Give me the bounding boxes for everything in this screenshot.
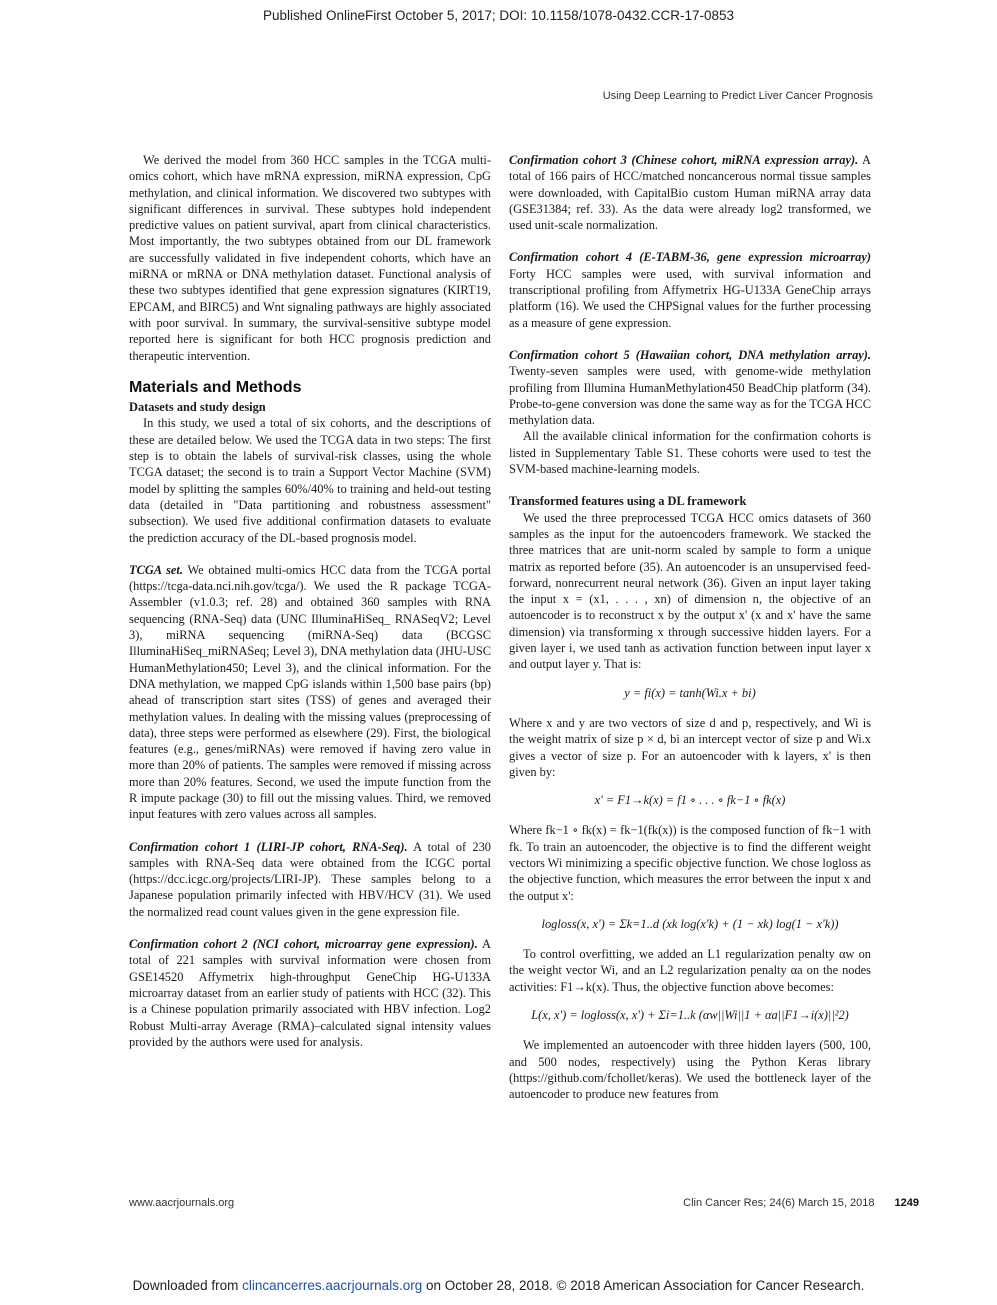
right-column <box>509 152 871 1103</box>
download-prefix: Downloaded from <box>132 1278 243 1293</box>
cohort3-lead: Confirmation cohort 3 (Chinese cohort, miRNA expression array). <box>509 153 859 167</box>
journal-site: www.aacrjournals.org <box>129 1197 235 1209</box>
download-banner <box>0 1278 997 1293</box>
tcga-text: We obtained multi-omics HCC data from the TCGA portal (https://tcga-data.nci.nih.gov/tcga/). We used the R package TCGA-Assembler (v1.0.3; ref. 28) and obtained 360 samples with RNA sequencing (RNA-Seq) data (UNC IlluminaHiSeq_ RNASeqV2; Level 3), miRNA sequencing (miRNA-Seq) data (BCGSC IlluminaHiSeq_miRNASeq; Level 3), DNA methylation data (JHU-USC HumanMethylation450; Level 3), and the clinical information. For the DNA methylation, we mapped CpG islands within 1,500 base pairs (bp) ahead of transcription start sites (TSS) of genes and averaged their methylation values. In dealing with the missing values (preprocessing of data), three steps were performed as elsewhere (29). First, the biological features (e.g., genes/miRNAs) were removed if having zero value in more than 20% of patients. The samples were removed if missing across more than 20% features. Second, we used the impute function from the R impute package (30) to fill out the missing values. Third, we removed input features with zero values across all samples. <box>129 562 492 822</box>
cohort5-lead: Confirmation cohort 5 (Hawaiian cohort, DNA methylation array). <box>509 347 871 362</box>
cohort3-paragraph <box>509 152 871 233</box>
published-banner: Published OnlineFirst October 5, 2017; DOI: 10.1158/1078-0432.CCR-17-0853 <box>262 8 735 23</box>
where-paragraph-2: Where fk−1 ∘ fk(x) = fk−1(fk(x)) is the composed function of fk−1 with fk. To train an autoencoder, the objective is to find the different weight vectors Wi minimizing a specific objective function. We chose logloss as the objective function, which measures the error between the input x and the output x': <box>509 823 871 903</box>
equation-4: L(x, x') = logloss(x, x') + Σi=1..k (αw||Wi||1 + αa||F1→i(x)||²2) <box>531 1008 849 1023</box>
left-column <box>129 152 491 1066</box>
cohort2-text: A total of 221 samples with survival information were chosen from GSE14520 Affymetrix high-throughput GeneChip HG-U133A microarray dataset from an earlier study of patients with HCC (32). This is a Chinese population primarily associated with HBV infection. Log2 Robust Multi-array Average (RMA)–calculated signal intensity values provided by the authors were used for analysis. <box>129 937 491 1049</box>
overfitting-paragraph: To control overfitting, we added an L1 regularization penalty αw on the weight vector Wi, and an L2 regularization penalty αa on the nodes activities: F1→k(x). Thus, the objective function above becomes: <box>509 947 871 994</box>
tcga-paragraph <box>129 562 491 823</box>
cohort4-paragraph <box>509 249 871 330</box>
cohort2-paragraph <box>129 936 491 1050</box>
section-title: Materials and Methods <box>129 378 302 396</box>
cohort3-text: A total of 166 pairs of HCC/matched noncancerous normal tissue samples were downloaded, with CapitalBio custom Human miRNA array data (GSE31384; ref. 33). As the data were already log2 transformed, we used unit-scale normalization. <box>509 153 871 233</box>
equation-1: y = fi(x) = tanh(Wi.x + bi) <box>624 685 756 700</box>
cohort1-paragraph <box>129 839 491 920</box>
clinical-paragraph: All the available clinical information for the confirmation cohorts is listed in Supplementary Table S1. These cohorts were used to test the SVM-based machine-learning models. <box>509 429 871 477</box>
cohort5-text: Twenty-seven samples were used, with genome-wide methylation profiling from Illumina HumanMethylation450 BeadChip platform (34). Probe-to-gene conversion was done the same way as for the TCGA HCC methylation data. <box>509 364 871 428</box>
subsection-title: Datasets and study design <box>129 400 266 415</box>
download-link[interactable]: clincancerres.aacrjournals.org <box>242 1278 423 1293</box>
cohort4-lead: Confirmation cohort 4 (E-TABM-36, gene expression microarray) <box>509 250 871 265</box>
citation-text: Clin Cancer Res; 24(6) March 15, 2018 <box>683 1197 875 1209</box>
dl-paragraph: We used the three preprocessed TCGA HCC omics datasets of 360 samples as the input for the autoencoders framework. We stacked the three matrices that are unit-norm scaled by sample to form a unique matrix as reported before (35). An autoencoder is an unsupervised feed-forward, nonrecurrent neural network (36). Given an input layer taking the input x = (x1, . . . , xn) of dimension n, the objective of an autoencoder is to reconstruct x by the output x' (x and x' have the same dimension) via transforming x through successive hidden layers. For a given layer i, we used tanh as activation function between input layer x and output layer y. That is: <box>509 510 871 672</box>
implementation-paragraph: We implemented an autoencoder with three hidden layers (500, 100, and 500 nodes, respectively) using the Python Keras library (https://github.com/fchollet/keras). We used the bottleneck layer of the autoencoder to produce new features from <box>509 1038 871 1102</box>
cohort2-lead: Confirmation cohort 2 (NCI cohort, microarray gene expression). <box>129 937 478 952</box>
equation-2: x' = F1→k(x) = f1 ∘ . . . ∘ fk−1 ∘ fk(x) <box>594 793 786 808</box>
datasets-paragraph: In this study, we used a total of six cohorts, and the descriptions of these are detailed below. We used the TCGA data in two steps: The first step is to obtain the labels of survival-risk classes, using the whole TCGA dataset; the second is to train a Support Vector Machine (SVM) model by splitting the samples 60%/40% to training and held-out testing data (detailed in "Data partitioning and robustness assessment" subsection). We used five additional confirmation datasets to evaluate the prediction accuracy of the DL-based prognosis model. <box>129 416 491 545</box>
dl-subsection-title: Transformed features using a DL framework <box>509 494 747 509</box>
equation-3: logloss(x, x') = Σk=1..d (xk log(x'k) + (1 − xk) log(1 − x'k)) <box>541 916 839 931</box>
cohort1-text: A total of 230 samples with RNA-Seq data were obtained from the ICGC portal (https://dcc.icgc.org/projects/LIRI-JP). These samples belong to a Japanese population primarily infected with HBV/HCV (31). We used the normalized read count values given in the gene expression file. <box>129 839 491 919</box>
tcga-lead: TCGA set. <box>129 562 183 577</box>
cohort4-text: Forty HCC samples were used, with survival information and transcriptional profiling from Affymetrix HG-U133A GeneChip arrays platform (16). We used the CHPSignal values for the further processing as a measure of gene expression. <box>509 266 871 330</box>
cohort1-lead: Confirmation cohort 1 (LIRI-JP cohort, RNA-Seq). <box>129 839 408 854</box>
running-head: Using Deep Learning to Predict Liver Cancer Prognosis <box>602 90 873 102</box>
page-number: 1249 <box>894 1197 919 1209</box>
intro-paragraph: We derived the model from 360 HCC samples in the TCGA multi-omics cohort, which have mRNA expression, miRNA expression, CpG methylation, and clinical information. We discovered two subtypes with significant differences in survival. These subtypes hold independent predictive values on patient survival, apart from clinical characteristics. Most importantly, the two subtypes obtained from our DL framework are successfully validated in five independent cohorts, which have an miRNA or mRNA or DNA methylation dataset. Functional analysis of these two subtypes identified that gene expression signatures (KIRT19, EPCAM, and BIRC5) and Wnt signaling pathways are highly associated with poor survival. In summary, the survival-sensitive subtype model reported here is significant for both HCC prognosis prediction and therapeutic intervention. <box>129 153 491 363</box>
cohort5-paragraph <box>509 347 871 428</box>
footer-citation <box>683 1197 919 1209</box>
download-suffix: on October 28, 2018. © 2018 American Association for Cancer Research. <box>422 1278 865 1293</box>
where-paragraph-1: Where x and y are two vectors of size d and p, respectively, and Wi is the weight matrix of size p × d, bi an intercept vector of size p and Wi.x gives a vector of size p. For an autoencoder with k layers, x' is then given by: <box>509 715 871 779</box>
